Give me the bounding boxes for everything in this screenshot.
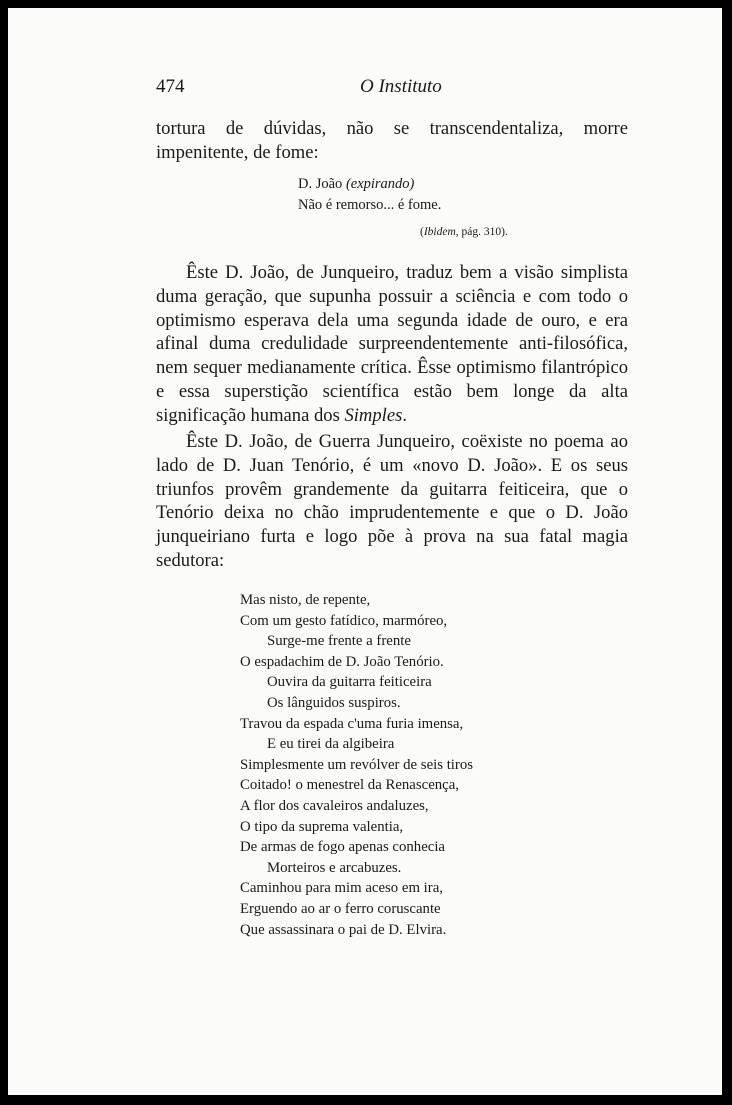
stage-direction: (expirando) (345, 176, 415, 192)
paragraph-2-italic: Simples (344, 404, 403, 426)
verse-line: Com um gesto fatídico, marmóreo, (240, 612, 448, 629)
verse-line: E eu tirei da algibeira (267, 736, 395, 753)
paragraph-2 (156, 261, 628, 428)
verse-block (240, 590, 473, 940)
verse-line: A flor dos cavaleiros andaluzes, (240, 797, 429, 814)
verse-line: Mas nisto, de repente, (240, 592, 371, 608)
paragraph-1: tortura de dúvidas, não se transcendentaliza, morre impenitente, de fome: (156, 118, 628, 163)
book-page (8, 8, 722, 1095)
verse-line: O espadachim de D. João Tenório. (240, 653, 444, 670)
verse-line: Caminhou para mim aceso em ira, (240, 880, 443, 897)
verse-line: Travou da espada c'uma furia imensa, (240, 715, 464, 732)
verse-line: Surge-me frente a frente (267, 633, 411, 650)
citation-rest: pág. 310). (458, 226, 508, 238)
citation-italic: Ibidem, (423, 226, 459, 238)
verse-line: Simplesmente um revólver de seis tiros (240, 756, 474, 773)
page-header (156, 76, 626, 106)
verse-line: Coitado! o menestrel da Renascença, (240, 777, 459, 794)
quote-line-2: Não é remorso... é fome. (298, 197, 442, 213)
verse-line: Os lânguidos suspiros. (267, 694, 401, 711)
verse-line: De armas de fogo apenas conhecia (240, 839, 446, 856)
page-number: 474 (156, 76, 185, 97)
paragraph-2-text: Êste D. João, de Junqueiro, traduz bem a visão simplista duma geração, que supunha possuir a sciência e com todo o optimismo esperava dela uma segunda idade de ouro, e era afinal duma credulidade surpreendentemente anti-filosófica, nem sequer medianamente crítica. Êsse optimismo filantrópico e essa superstição scientífica estão bem longe da alta significação humana dos (156, 262, 628, 426)
verse-line: O tipo da suprema valentia, (240, 818, 404, 835)
verse-line: Ouvira da guitarra feiticeira (267, 674, 432, 691)
running-title: O Instituto (360, 76, 442, 97)
paragraph-3: Êste D. João, de Guerra Junqueiro, coëxiste no poema ao lado de D. Juan Tenório, é um «novo D. João». E os seus triunfos provêm grandemente da guitarra feiticeira, que o Tenório deixa no chão imprudentemente e que o D. João junqueiriano furta e logo põe à prova na sua fatal magia sedutora: (156, 431, 628, 571)
verse-line: Erguendo ao ar o ferro coruscante (240, 900, 441, 917)
verse-line: Morteiros e arcabuzes. (267, 859, 402, 876)
citation-open: ( (420, 226, 424, 238)
quote-speaker: D. João (298, 176, 346, 192)
citation (420, 226, 508, 238)
quote-line-1 (298, 175, 414, 195)
verse-line: Que assassinara o pai de D. Elvira. (240, 921, 447, 938)
paragraph-2-end: . (402, 404, 407, 426)
